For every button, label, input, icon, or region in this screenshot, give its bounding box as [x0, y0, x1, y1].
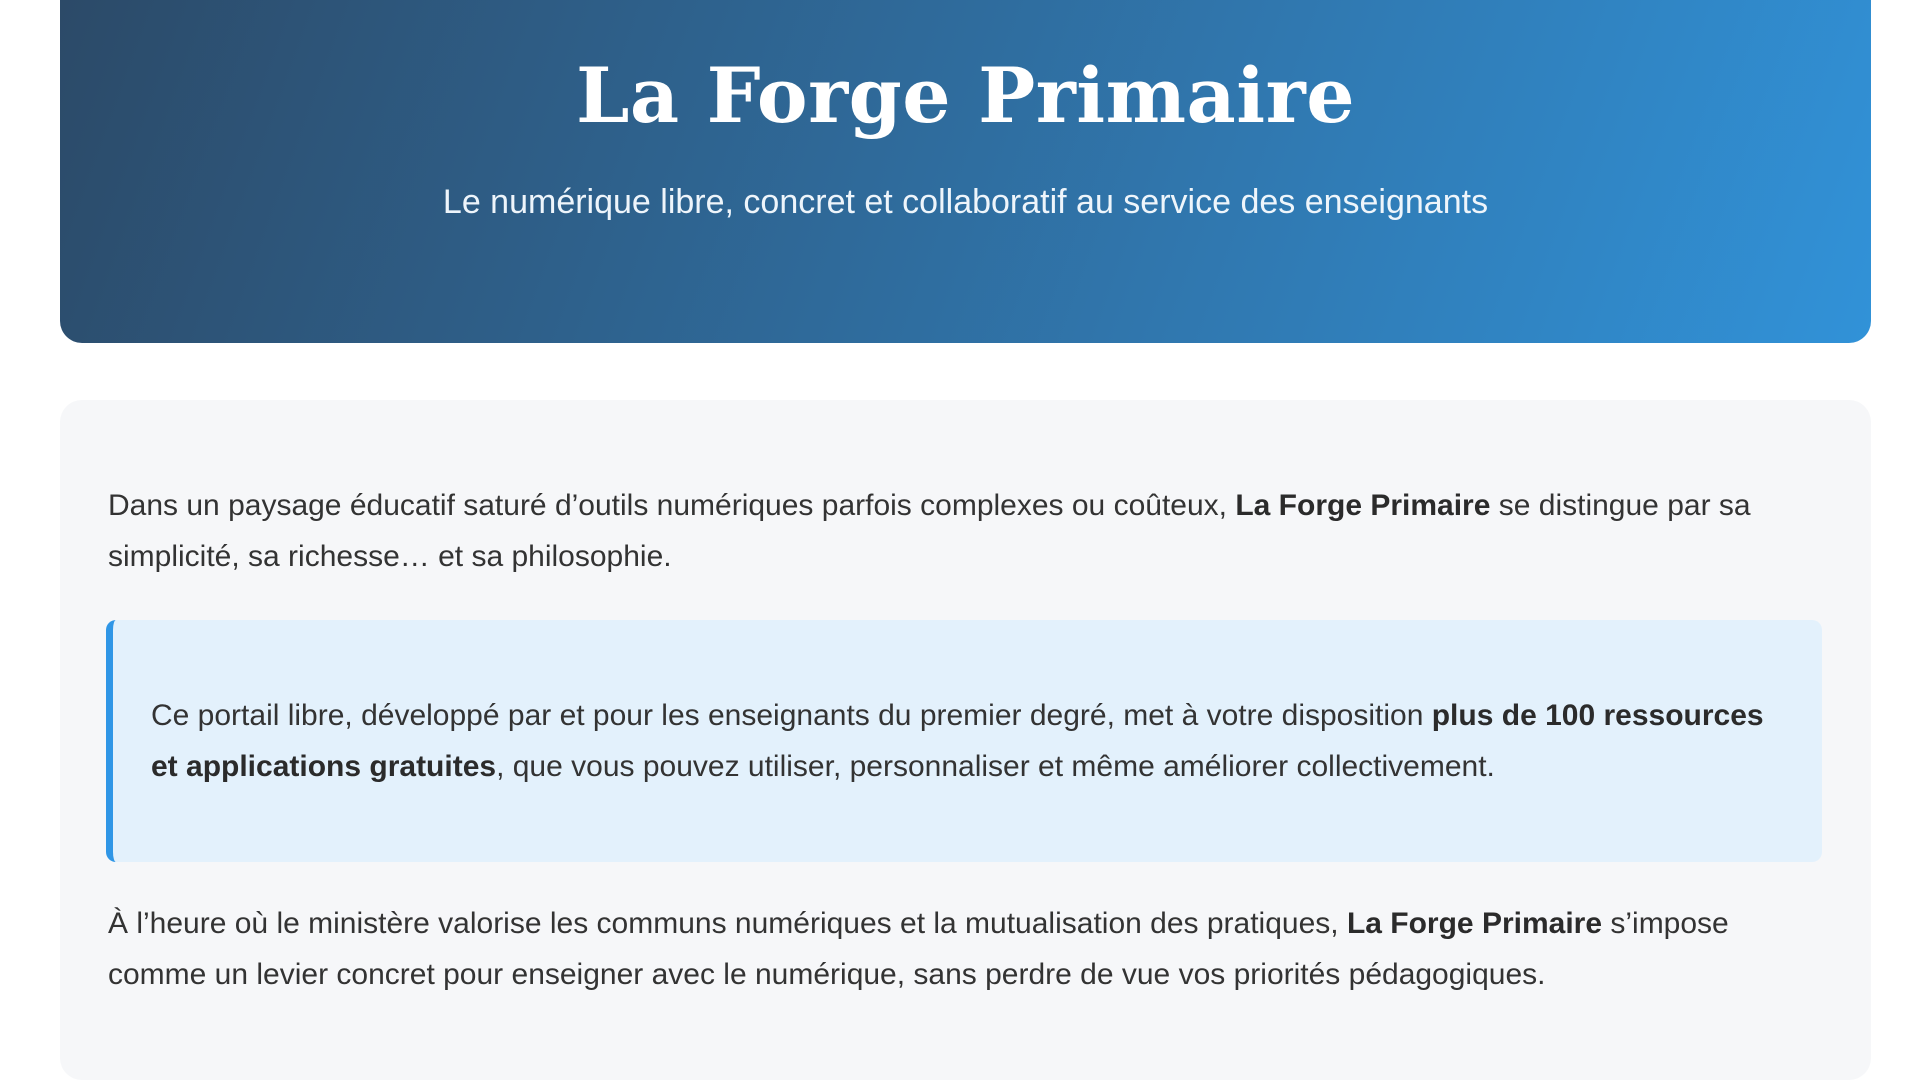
callout-paragraph [151, 690, 1791, 792]
intro-brand-name: La Forge Primaire [1235, 489, 1491, 522]
hero-banner [60, 0, 1871, 343]
intro-text-end: se distingue par sa simplicité, sa richesse… et sa philosophie. [108, 489, 1751, 573]
page-subtitle: Le numérique libre, concret et collaboratif au service des enseignants [442, 183, 1489, 221]
page-title: La Forge Primaire [575, 51, 1356, 140]
callout-text-start: Ce portail libre, développé par et pour les enseignants du premier degré, met à votre disposition [151, 699, 1432, 732]
closing-brand-name: La Forge Primaire [1346, 907, 1603, 940]
closing-text-end: s’impose comme un levier concret pour enseigner avec le numérique, sans perdre de vue vos priorités pédagogiques. [108, 907, 1729, 991]
callout-highlight: plus de 100 ressources et applications gratuites [151, 699, 1764, 783]
closing-text-start: À l’heure où le ministère valorise les communs numériques et la mutualisation des pratiques, [108, 907, 1347, 940]
callout-text-end: , que vous pouvez utiliser, personnaliser et même améliorer collectivement. [496, 750, 1495, 783]
intro-text-start: Dans un paysage éducatif saturé d’outils numériques parfois complexes ou coûteux, [108, 489, 1236, 522]
intro-paragraph [108, 480, 1828, 582]
highlight-callout [106, 620, 1822, 862]
closing-paragraph [108, 898, 1828, 1000]
content-card [60, 400, 1871, 1080]
